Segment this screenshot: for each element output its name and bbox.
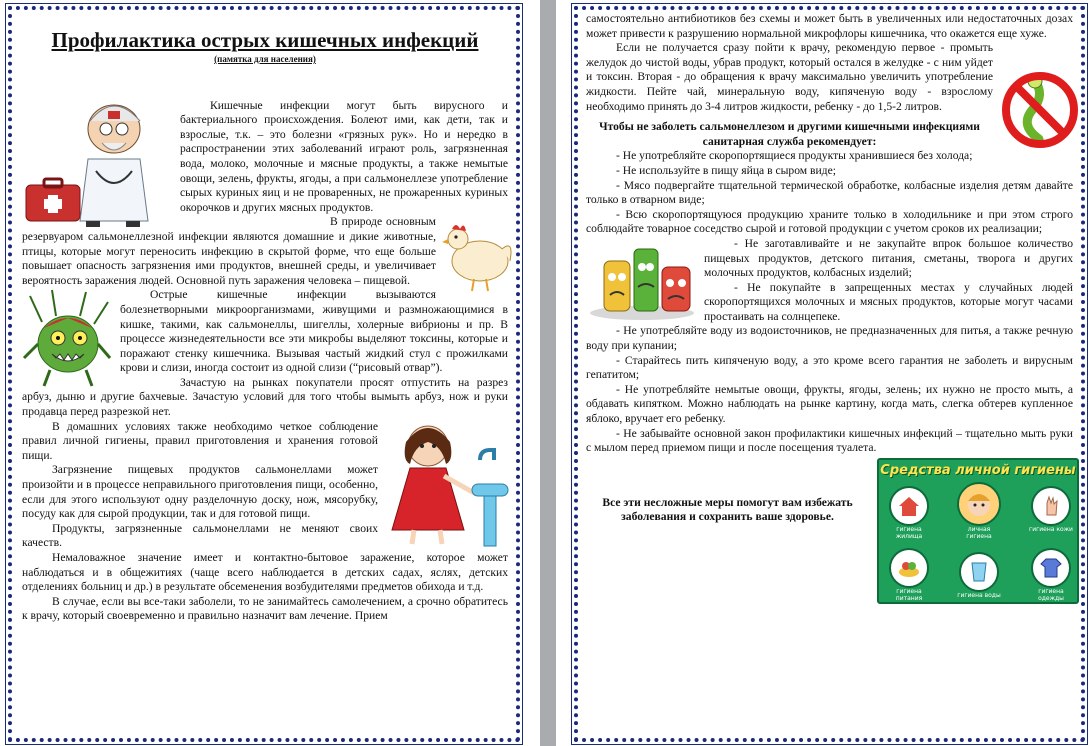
hygiene-item-skin: гигиена кожи xyxy=(1029,486,1073,534)
recommendation-2: - Не используйте в пищу яйца в сыром виде; xyxy=(616,163,836,177)
document-title: Профилактика острых кишечных инфекций xyxy=(51,28,479,52)
hygiene-panel xyxy=(877,458,1079,604)
germ-illustration xyxy=(22,288,112,388)
hygiene-item-clothes: гигиена одежды xyxy=(1029,548,1073,603)
closing-message: Все эти несложные меры помогут вам избежать заболевания и сохранить ваше здоровье. xyxy=(602,495,853,524)
hygiene-panel-title: Средства личной гигиены xyxy=(880,462,1076,478)
no-worm-sign-icon xyxy=(999,69,1081,151)
recommendation-3: - Мясо подвергайте тщательной термической обработке, колбасные изделия детям давайте только в отварном виде; xyxy=(586,178,1073,207)
hygiene-item-water: гигиена воды xyxy=(957,552,1001,600)
left-page-content xyxy=(22,28,508,624)
hygiene-item-food: гигиена питания xyxy=(887,548,931,603)
paragraph-4: Зачастую на рынках покупатели просят отпустить на разрез арбуз, дыню и другие бахчевые. Зачастую условий для того чтобы вымыть арбуз, нож и руки продавца перед разрезкой нет. xyxy=(22,375,508,419)
recommendations-heading: Чтобы не заболеть сальмонеллезом и другими кишечными инфекциями санитарная служба рекомендует: xyxy=(599,120,980,148)
hygiene-item-personal: личная гигиена xyxy=(957,482,1001,541)
document-subtitle: (памятка для населения) xyxy=(214,54,316,64)
right-page-content xyxy=(586,12,1076,604)
paragraph-7: Продукты, загрязненные сальмонеллами не меняют своих качеств. xyxy=(22,521,378,550)
child-face-icon xyxy=(957,482,1001,526)
hen-illustration xyxy=(442,215,514,293)
recommendation-8: - Старайтесь пить кипяченую воду, а это кроме всего гарантия не заболеть и вирусным гепатитом; xyxy=(586,353,1073,382)
paragraph-3: Острые кишечные инфекции вызываются болезнетворными микроорганизмами, живущими и размножающимися в кишке, такими, как сальмонеллы, шигеллы, холерные вибрионы и пр. В процессе жизнедеятельности все эти микробы выделяют токсины, которые и поражают стенку кишечника. Вызывая частый жидкий стул с прожилками крови и слизи, иногда состоит из одной слизи (“рисовый отвар”). xyxy=(120,288,508,375)
paragraph-2: В природе основным резервуаром сальмонеллезной инфекции являются домашние и дикие животные, птицы, которые могут переносить инфекцию в скрытой форме, что еще больше повышает опасность загрязнения ими продуктов, внешней среды, и увеличивает вероятность заражения людей. Основной путь заражения человека – пищевой. xyxy=(22,215,436,287)
recommendation-7: - Не употребляйте воду из водоисточников, не предназначенных для питья, а также речную воду при купании; xyxy=(586,324,1073,353)
intro-paragraph-2: Если не получается сразу пойти к врачу, рекомендую первое - промыть желудок до чистой воды, убрав продукт, который остался в желудке - с ним уйдет и токсин. Вторая - до обращения к врачу максимально увеличить употребление жидкости. Пейте чай, минеральную воду, кипяченую воду - взрослому необходимо принять до 3-4 литров жидкости, ребенку - до 1,5-2 литров. xyxy=(586,41,993,113)
clothes-icon xyxy=(1031,548,1071,588)
paragraph-8: Немаловажное значение имеет и контактно-бытовое заражение, которое может наблюдаться и в общежитиях (чаще всего наблюдается в детских садах, яслях, детских отделениях больниц и др.) в результате обсеменения возбудителями предметов обихода и т.д. xyxy=(22,551,508,594)
food-icon xyxy=(889,548,929,588)
doctor-illustration xyxy=(22,99,172,229)
recommendation-10: - Не забывайте основной закон профилактики кишечных инфекций – тщательно мыть руки с мылом перед приемом пищи и после посещения туалета. xyxy=(586,426,1073,455)
paragraph-9: В случае, если вы все-таки заболели, то не занимайтесь самолечением, а срочно обратитесь к врачу, который своевременно и правильно назначит вам лечение. Прием xyxy=(22,594,508,623)
recommendation-5: - Не заготавливайте и не закупайте впрок большое количество пищевых продуктов, детского питания, сметаны, творога и других молочных продуктов, колбасных изделий; xyxy=(704,236,1073,280)
intro-paragraph-1: самостоятельно антибиотиков без схемы и может быть в увеличенных или недостаточных дозах может привести к разрушению нормальной микрофлоры кишечника, что окажется еще хуже. xyxy=(586,12,1073,40)
recommendation-6: - Не покупайте в запрещенных местах у случайных людей скоропортящихся молочных и мясных продуктов, которые могут часами простаивать на солнцепеке. xyxy=(704,280,1073,323)
water-glass-icon xyxy=(959,552,999,592)
right-page xyxy=(556,0,1091,746)
paragraph-1: Кишечные инфекции могут быть вирусного и бактериального происхождения. Болеют ими, как дети, так и взрослые, т.к. – это болезни «грязных рук». Но и нередко в распространении этих заболеваний играют роль, загрязненная вода, молоко, молочные и мясные продукты, а также немытые овощи, зелень, фрукты, ягоды, а при сальмонеллезе употребление сырых куриных яиц и не проваренных, не прожаренных куриных окорочков и других мясных продуктов. xyxy=(180,98,508,214)
spoiled-food-illustration xyxy=(586,237,698,321)
hygiene-item-home: гигиена жилища xyxy=(887,486,931,541)
paragraph-5: В домашних условиях также необходимо четкое соблюдение правил личной гигиены, правил приготовления и хранения готовой пищи. xyxy=(22,419,378,462)
paragraph-6: Загрязнение пищевых продуктов сальмонеллами может произойти и в процессе неправильного приготовления пищи, особенно, если для этого используют одну разделочную доску, нож, мясорубку, посуду как для сырой продукции, так и для готовой пищи. xyxy=(22,463,378,521)
recommendation-1: - Не употребляйте скоропортящиеся продукты хранившиеся без холода; xyxy=(616,149,973,163)
hand-icon xyxy=(1031,486,1071,526)
house-icon xyxy=(889,486,929,526)
left-page xyxy=(0,0,540,746)
handwashing-girl-illustration xyxy=(384,420,514,550)
recommendation-4: - Всю скоропортящуюся продукцию храните только в холодильнике и при этом строго соблюдайте товарное соседство сырой и готовой продукции с учетом сроков их реализации; xyxy=(586,207,1073,236)
recommendation-9: - Не употребляйте немытые овощи, фрукты, ягоды, зелень; их нужно не просто мыть, а обдавать кипятком. Можно наблюдать на рынке картину, когда мать, слегка обтерев купленное яблоко, вручает его ребенку. xyxy=(586,382,1073,426)
